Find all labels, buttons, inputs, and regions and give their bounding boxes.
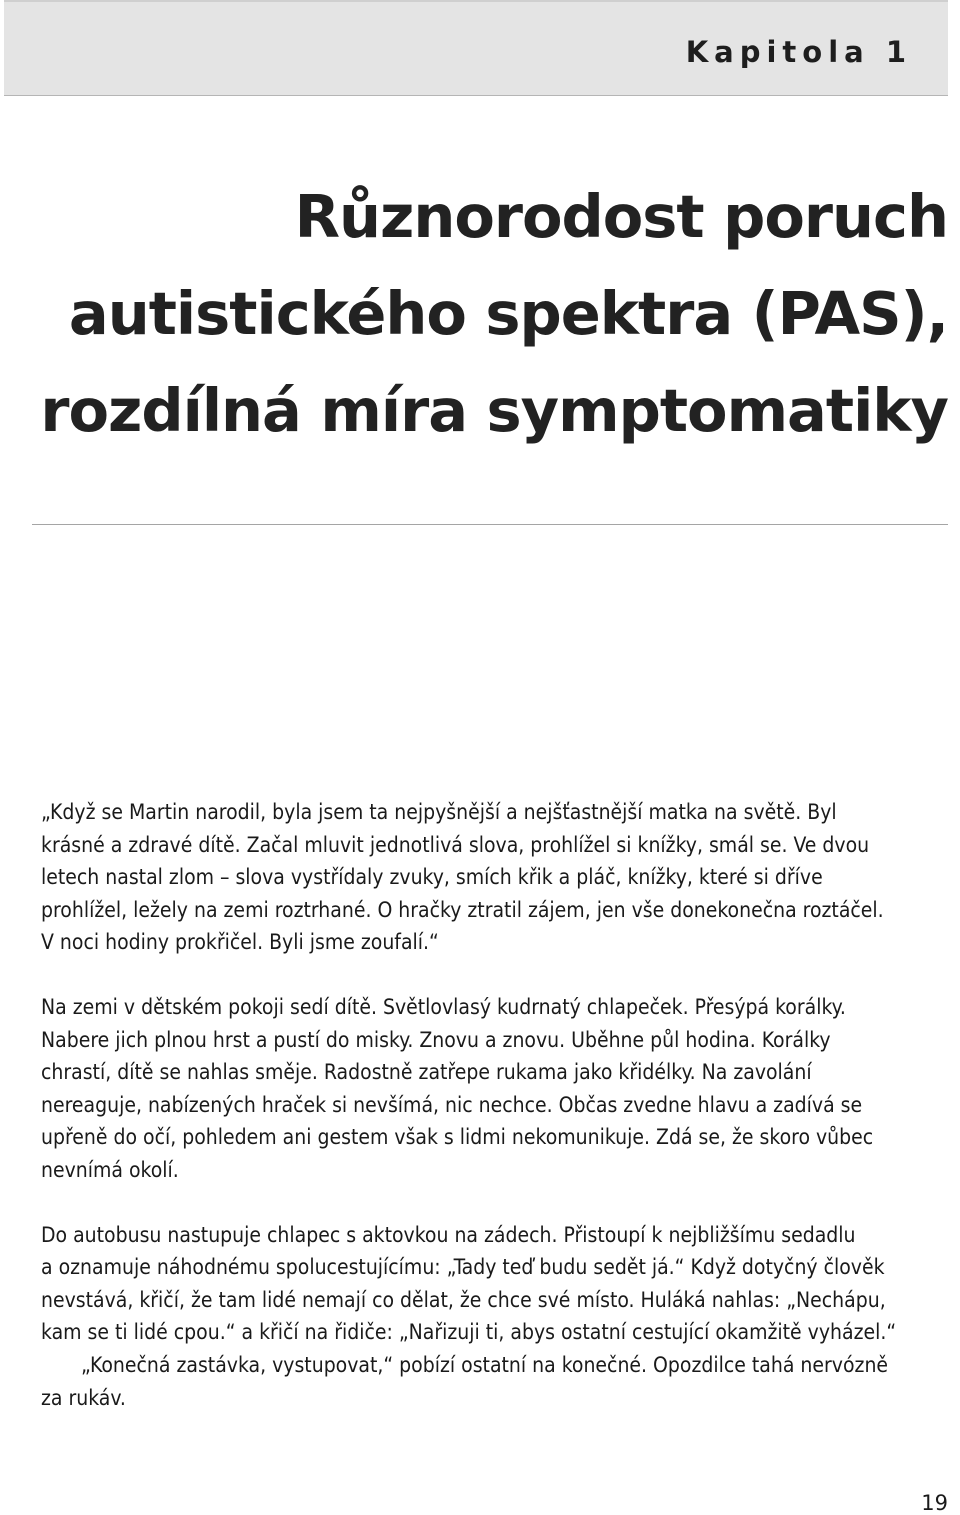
text-line: nereaguje, nabízených hraček si nevšímá, nic nechce. Občas zvedne hlavu a zadívá se xyxy=(41,1092,863,1117)
chapter-label: Kapitola 1 xyxy=(685,35,912,69)
text-line: upřeně do očí, pohledem ani gestem však s lidmi nekomunikuje. Zdá se, že skoro vůbec xyxy=(41,1125,874,1150)
text-line: letech nastal zlom – slova vystřídaly zvuky, smích křik a pláč, knížky, které si dříve xyxy=(41,865,823,890)
text-line: kam se ti lidé cpou.“ a křičí na řidiče: „Nařizuji ti, abys ostatní cestující okamžitě vyházel.“ xyxy=(41,1320,897,1345)
chapter-title-line-1: Různorodost poruch xyxy=(294,182,948,251)
paragraph-last-stop xyxy=(41,1349,919,1414)
text-line: nevnímá okolí. xyxy=(41,1157,179,1182)
page-number: 19 xyxy=(921,1491,948,1515)
chapter-title-line-3: rozdílná míra symptomatiky xyxy=(40,376,948,445)
text-line: Do autobusu nastupuje chlapec s aktovkou na zádech. Přistoupí k nejbližšímu sedadlu xyxy=(41,1222,856,1247)
chapter-header-band xyxy=(4,0,948,96)
title-divider xyxy=(32,524,948,525)
text-line: Na zemi v dětském pokoji sedí dítě. Světlovlasý kudrnatý chlapeček. Přesýpá korálky. xyxy=(41,994,846,1019)
text-line: a oznamuje náhodnému spolucestujícímu: „Tady teď budu sedět já.“ Když dotyčný člověk xyxy=(41,1255,885,1280)
chapter-title xyxy=(28,168,948,459)
text-line: nevstává, křičí, že tam lidé nemají co dělat, že chce své místo. Huláká nahlas: „Nechápu, xyxy=(41,1287,886,1312)
paragraph-bus-boy xyxy=(41,1219,919,1349)
paragraph-gap xyxy=(41,959,919,991)
text-line: chrastí, dítě se nahlas směje. Radostně zatřepe rukama jako křidélky. Na zavolání xyxy=(41,1060,812,1085)
body-text xyxy=(41,796,919,1414)
text-line: za rukáv. xyxy=(41,1385,126,1410)
chapter-title-line-2: autistického spektra (PAS), xyxy=(68,279,948,348)
paragraph-child-beads xyxy=(41,991,919,1187)
paragraph-quote-mother xyxy=(41,796,919,959)
text-line: „Když se Martin narodil, byla jsem ta nejpyšnější a nejšťastnější matka na světě. Byl xyxy=(41,800,837,824)
text-line: V noci hodiny prokřičel. Byli jsme zoufalí.“ xyxy=(41,930,439,955)
text-line: prohlížel, ležely na zemi roztrhané. O hračky ztratil zájem, jen vše donekonečna roztáčel. xyxy=(41,897,884,922)
text-line: krásné a zdravé dítě. Začal mluvit jednotlivá slova, prohlížel si knížky, smál se. Ve dvou xyxy=(41,832,870,857)
text-line: „Konečná zastávka, vystupovat,“ pobízí ostatní na konečné. Opozdilce tahá nervózně xyxy=(81,1352,889,1377)
paragraph-gap xyxy=(41,1187,919,1219)
text-line: Nabere jich plnou hrst a pustí do misky. Znovu a znovu. Uběhne půl hodina. Korálky xyxy=(41,1027,831,1052)
